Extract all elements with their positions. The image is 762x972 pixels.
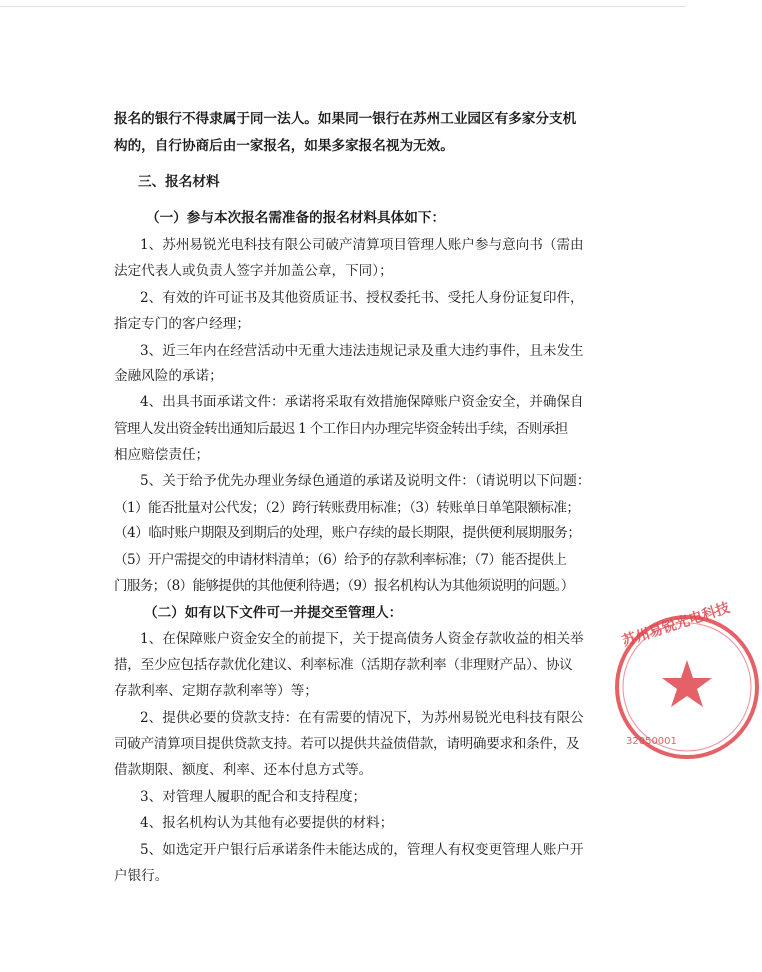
paragraph-line: 相应赔偿责任；: [114, 447, 210, 463]
paragraph-line: 法定代表人或负责人签字并加盖公章，下同）；: [114, 263, 393, 279]
paragraph-line: （5）开户需提交的申请材料清单；（6）给予的存款利率标准；（7）能否提供上: [114, 552, 567, 568]
section-heading: 三、报名材料: [138, 174, 220, 190]
company-seal: [612, 599, 762, 762]
paragraph-line: 3、近三年内在经营活动中无重大违法违规记录及重大违约事件，且未发生: [140, 343, 584, 359]
paragraph-line: （1）能否批量对公代发；（2）跨行转账费用标准；（3）转账单日单笔限额标准；: [114, 500, 580, 516]
paragraph-line: 5、关于给予优先办理业务绿色通道的承诺及说明文件：（请说明以下问题：: [140, 473, 591, 489]
seal-text: 苏州易锐光电科技: [620, 599, 732, 650]
paragraph-line: 1、苏州易锐光电科技有限公司破产清算项目管理人账户参与意向书（需由: [140, 237, 584, 253]
seal-star-icon: [662, 660, 712, 707]
subsection-heading: （二）如有以下文件可一并提交至管理人：: [144, 605, 403, 621]
paragraph-line: 5、如选定开户银行后承诺条件未能达成的，管理人有权变更管理人账户开: [140, 842, 584, 858]
paragraph-line: 借款期限、额度、利率、还本付息方式等。: [114, 762, 373, 778]
paragraph-line: 门服务；（8）能够提供的其他便利待遇；（9）报名机构认为其他须说明的问题。）: [114, 578, 574, 594]
paragraph-line: 4、出具书面承诺文件：承诺将采取有效措施保障账户资金安全，并确保自: [140, 394, 584, 410]
paragraph-line: 4、报名机构认为其他有必要提供的材料；: [140, 815, 394, 831]
paragraph-line: 3、对管理人履职的配合和支持程度；: [140, 789, 367, 805]
paragraph-line: 报名的银行不得隶属于同一法人。如果同一银行在苏州工业园区有多家分支机: [114, 111, 577, 127]
paragraph-line: 2、有效的许可证书及其他资质证书、授权委托书、受托人身份证复印件，: [140, 290, 584, 306]
paragraph-line: 存款利率、定期存款利率等）等；: [114, 683, 318, 699]
paragraph-line: 指定专门的客户经理；: [114, 316, 250, 332]
paragraph-line: （4）临时账户期限及到期后的处理，账户存续的最长期限，提供便利展期服务；: [114, 525, 581, 541]
paragraph-line: 户银行。: [114, 868, 169, 884]
paragraph-line: 措，至少应包括存款优化建议、利率标准（活期存款利率（非理财产品）、协议: [114, 657, 573, 673]
seal-code: 32050001: [626, 736, 677, 747]
paragraph-line: 司破产清算项目提供贷款支持。若可以提供共益债借款，请明确要求和条件，及: [114, 736, 580, 752]
paragraph-line: 管理人发出资金转出通知后最迟 1 个工作日内办理完毕资金转出手续，否则承担: [114, 421, 568, 437]
paragraph-line: 2、提供必要的贷款支持：在有需要的情况下，为苏州易锐光电科技有限公: [140, 710, 584, 726]
subsection-heading: （一）参与本次报名需准备的报名材料具体如下：: [146, 210, 446, 226]
paragraph-line: 构的，自行协商后由一家报名，如果多家报名视为无效。: [114, 138, 454, 154]
paragraph-line: 金融风险的承诺；: [114, 368, 223, 384]
paragraph-line: 1、在保障账户资金安全的前提下，关于提高债务人资金存款收益的相关举: [140, 631, 584, 647]
